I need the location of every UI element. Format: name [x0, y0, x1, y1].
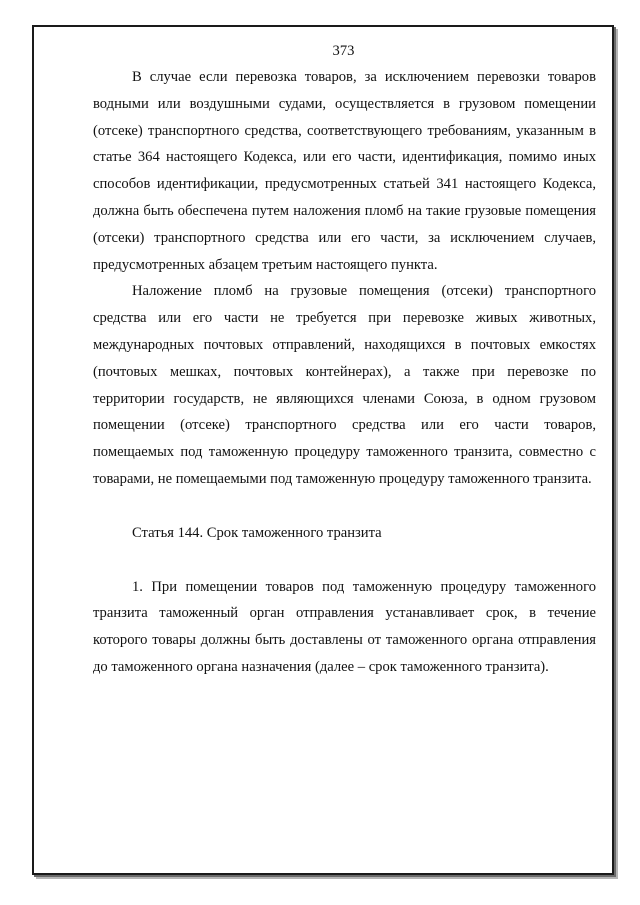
section-spacer: [93, 493, 596, 520]
paragraph-seal-identification: В случае если перевозка товаров, за исключением перевозки товаров водными или воздушными судами, осуществляется в грузовом помещении (отсеке) транспортного средства, соответствующего требованиям, указанным в статье 364 настоящего Кодекса, или его части, идентификация, помимо иных способов идентификации, предусмотренных статьей 341 настоящего Кодекса, должна быть обеспечена путем наложения пломб на такие грузовые помещения (отсеки) транспортного средства или его части, за исключением случаев, предусмотренных абзацем третьим настоящего пункта.: [93, 69, 596, 273]
page-content: [93, 38, 596, 681]
section-spacer: [93, 547, 596, 574]
article-paragraph: 1. При помещении товаров под таможенную процедуру таможенного транзита таможенный орган отправления устанавливает срок, в течение которого товары должны быть доставлены от таможенного органа отправления до таможенного органа назначения (далее – срок таможенного транзита).: [93, 578, 596, 675]
paragraph-seal-exemptions: Наложение пломб на грузовые помещения (отсеки) транспортного средства или его части не требуется при перевозке живых животных, международных почтовых отправлений, находящихся в почтовых емкостях (почтовых мешках, почтовых контейнерах), а также при перевозке по территории государств, не являющихся членами Союза, в одном грузовом помещении (отсеке) транспортного средства или его части товаров, помещаемых под таможенную процедуру таможенного транзита, совместно с товарами, не помещаемыми под таможенную процедуру таможенного транзита.: [93, 283, 596, 487]
page-number: 373: [332, 43, 355, 59]
article-heading: Статья 144. Срок таможенного транзита: [132, 524, 382, 541]
